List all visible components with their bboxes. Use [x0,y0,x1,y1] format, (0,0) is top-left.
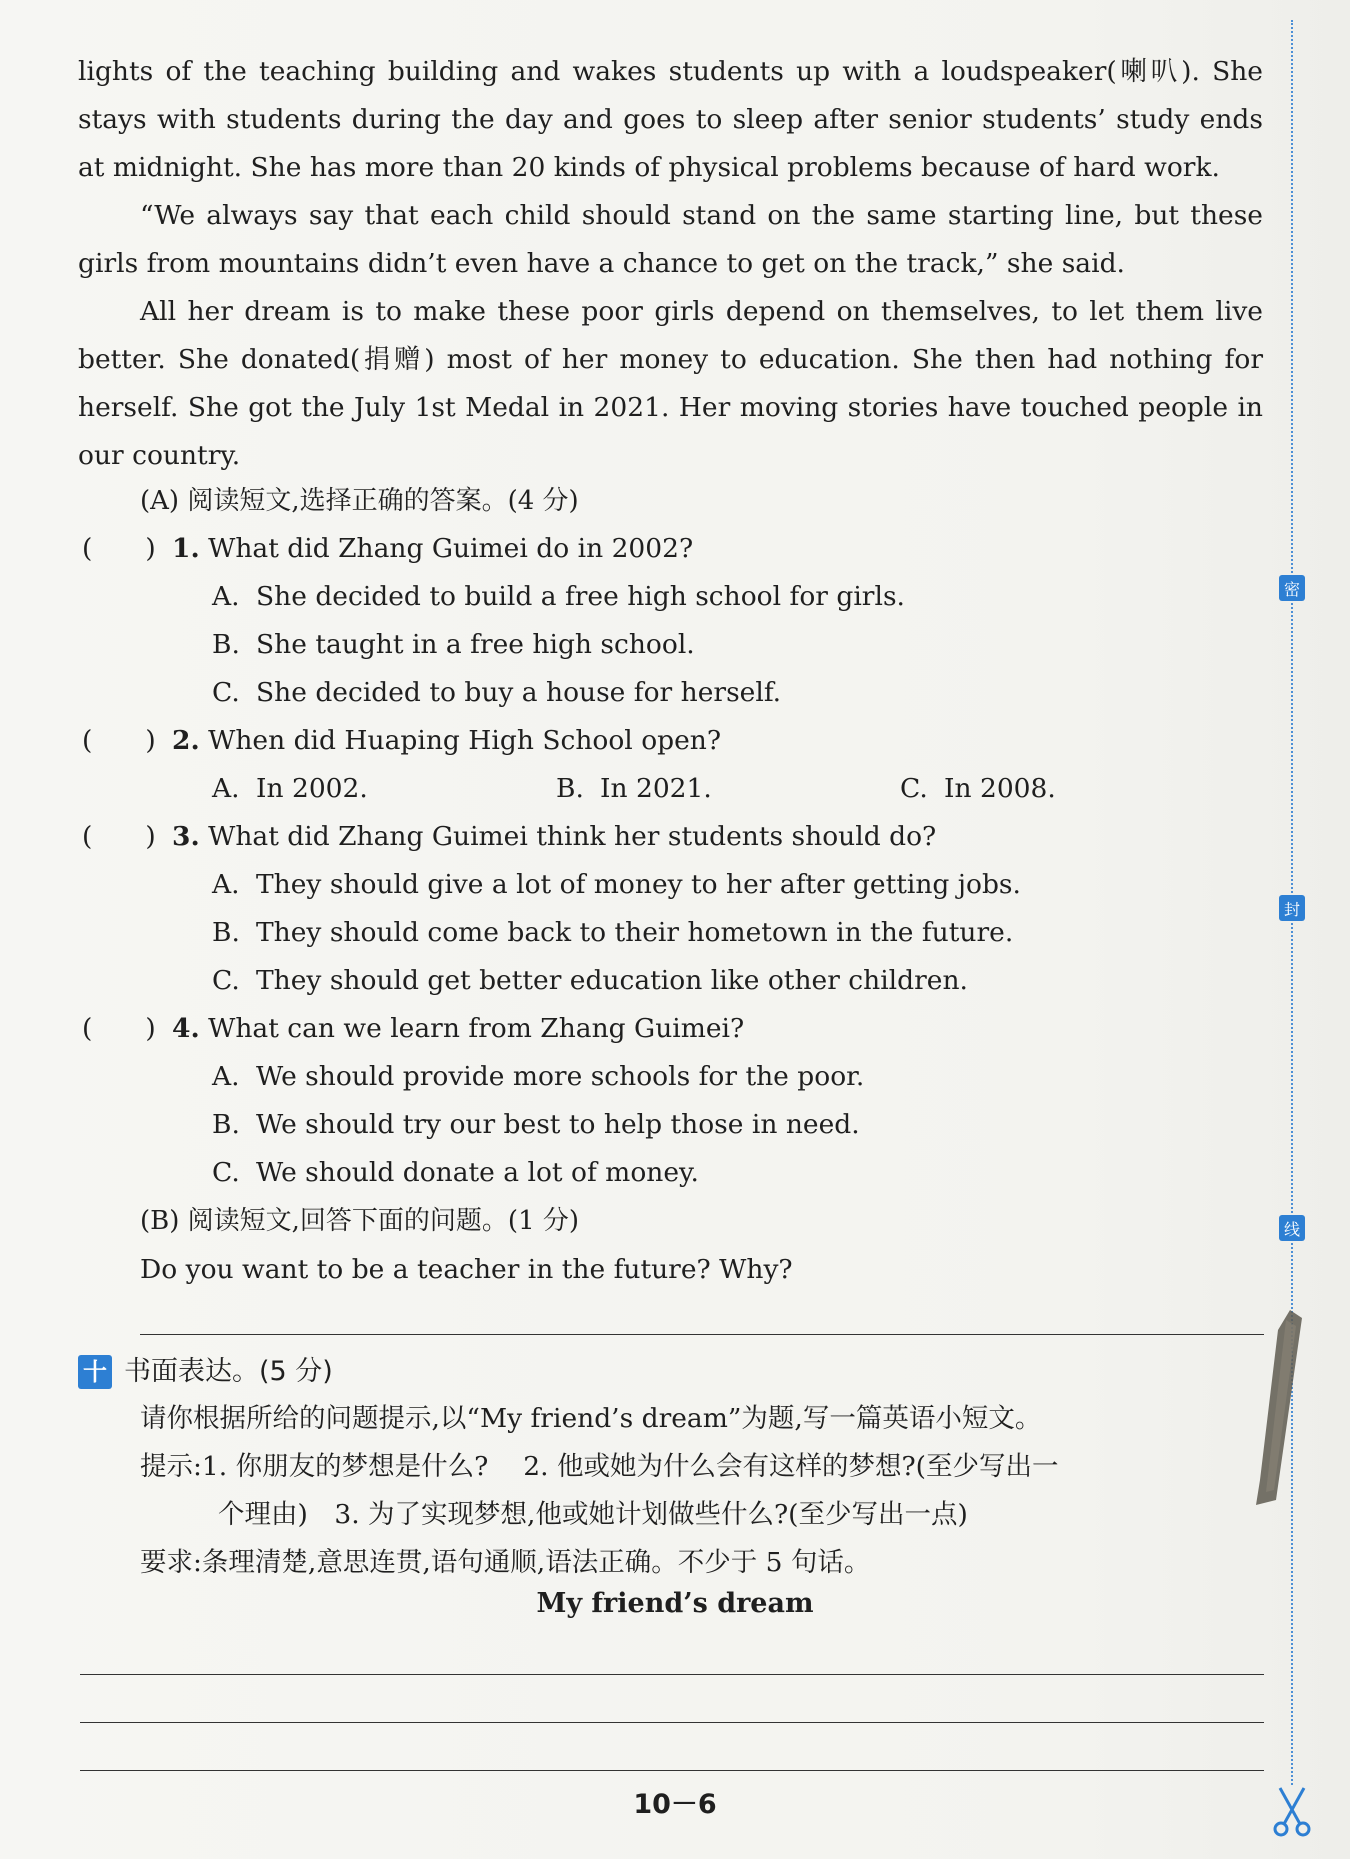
option-letter: B. [212,917,240,948]
passage-paragraph-2: “We always say that each child should stand on the same starting line, but these girls from mountains didn’t even have a chance to get on the track,” she said. [78,200,1263,279]
scissors-icon [1270,1786,1314,1838]
answer-line[interactable] [140,1334,1264,1335]
option-letter: A. [212,581,240,612]
option-letter: C. [900,773,928,804]
question-number: 4. [172,1013,200,1044]
option-letter: C. [212,965,240,996]
reading-passage [78,48,1263,480]
question-text: What did Zhang Guimei do in 2002? [208,533,694,564]
option-letter: B. [556,773,584,804]
section-ten-heading [78,1352,333,1392]
passage-paragraph-3: All her dream is to make these poor girls depend on themselves, to let them live better. She donated(捐赠) most of her money to education. She then had nothing for herself. She got the July 1st Medal in 2021. Her moving stories have touched people in our country. [78,296,1263,471]
option-text: She taught in a free high school. [256,629,695,660]
question-text: What did Zhang Guimei think her students should do? [208,821,937,852]
option-text: She decided to buy a house for herself. [256,677,782,708]
page-number: 10－6 [633,1789,717,1820]
question-2 [82,717,721,765]
option-letter: C. [212,677,240,708]
question-4-option-a [212,1053,864,1101]
answer-blank[interactable]: ( ) [82,725,156,756]
question-1-option-a [212,573,905,621]
answer-blank[interactable]: ( ) [82,533,156,564]
open-question: Do you want to be a teacher in the future? Why? [140,1254,793,1285]
question-4 [82,1005,744,1053]
answer-blank[interactable]: ( ) [82,821,156,852]
question-number: 1. [172,533,200,564]
option-text: We should provide more schools for the poor. [256,1061,865,1092]
option-text: In 2002. [256,773,368,804]
binding-mark-seal: 线 [1279,1215,1305,1241]
question-number: 3. [172,821,200,852]
question-3 [82,813,936,861]
question-3-option-a [212,861,1021,909]
writing-hint-line-1: 提示:1. 你朋友的梦想是什么? 2. 他或她为什么会有这样的梦想?(至少写出一 [140,1451,1059,1482]
binding-mark-seal: 封 [1279,895,1305,921]
question-text: When did Huaping High School open? [208,725,722,756]
binding-mark-seal: 密 [1279,575,1305,601]
question-4-option-c [212,1149,699,1197]
writing-hint-line-2: 个理由) 3. 为了实现梦想,他或她计划做些什么?(至少写出一点) [218,1499,968,1530]
passage-paragraph-1: lights of the teaching building and wakes students up with a loudspeaker(喇叭). She stays with students during the day and goes to sleep after senior students’ study ends at midnight. She has more than 20 kinds of physical problems because of hard work. [78,56,1263,183]
writing-line-1[interactable] [80,1674,1264,1675]
writing-line-2[interactable] [80,1722,1264,1723]
section-ten-title: 书面表达。(5 分) [124,1356,333,1387]
option-text: She decided to build a free high school for girls. [256,581,905,612]
question-3-option-b [212,909,1013,957]
option-letter: C. [212,1157,240,1188]
option-text: In 2008. [944,773,1056,804]
question-1 [82,525,693,573]
question-2-option-b [556,765,712,813]
writing-line-3[interactable] [80,1770,1264,1771]
writing-instruction: 请你根据所给的问题提示,以“My friend’s dream”为题,写一篇英语小短文。 [140,1403,1042,1434]
option-text: They should come back to their hometown in the future. [256,917,1014,948]
question-1-option-c [212,669,781,717]
section-number-badge: 十 [78,1355,112,1389]
option-text: They should get better education like other children. [256,965,968,996]
pencil-shadow-icon [1238,1310,1308,1510]
question-number: 2. [172,725,200,756]
option-text: We should donate a lot of money. [256,1157,699,1188]
answer-blank[interactable]: ( ) [82,1013,156,1044]
essay-title: My friend’s dream [536,1588,814,1619]
option-letter: A. [212,773,240,804]
question-text: What can we learn from Zhang Guimei? [208,1013,745,1044]
question-4-option-b [212,1101,860,1149]
question-3-option-c [212,957,968,1005]
option-letter: A. [212,869,240,900]
option-text: In 2021. [600,773,712,804]
option-text: They should give a lot of money to her after getting jobs. [256,869,1021,900]
option-letter: B. [212,1109,240,1140]
question-2-option-a [212,765,368,813]
section-b-heading: (B) 阅读短文,回答下面的问题。(1 分) [140,1206,580,1236]
question-1-option-b [212,621,695,669]
option-letter: B. [212,629,240,660]
option-letter: A. [212,1061,240,1092]
section-a-heading: (A) 阅读短文,选择正确的答案。(4 分) [140,486,579,516]
option-text: We should try our best to help those in need. [256,1109,860,1140]
question-2-option-c [900,765,1056,813]
writing-requirement: 要求:条理清楚,意思连贯,语句通顺,语法正确。不少于 5 句话。 [140,1547,871,1578]
